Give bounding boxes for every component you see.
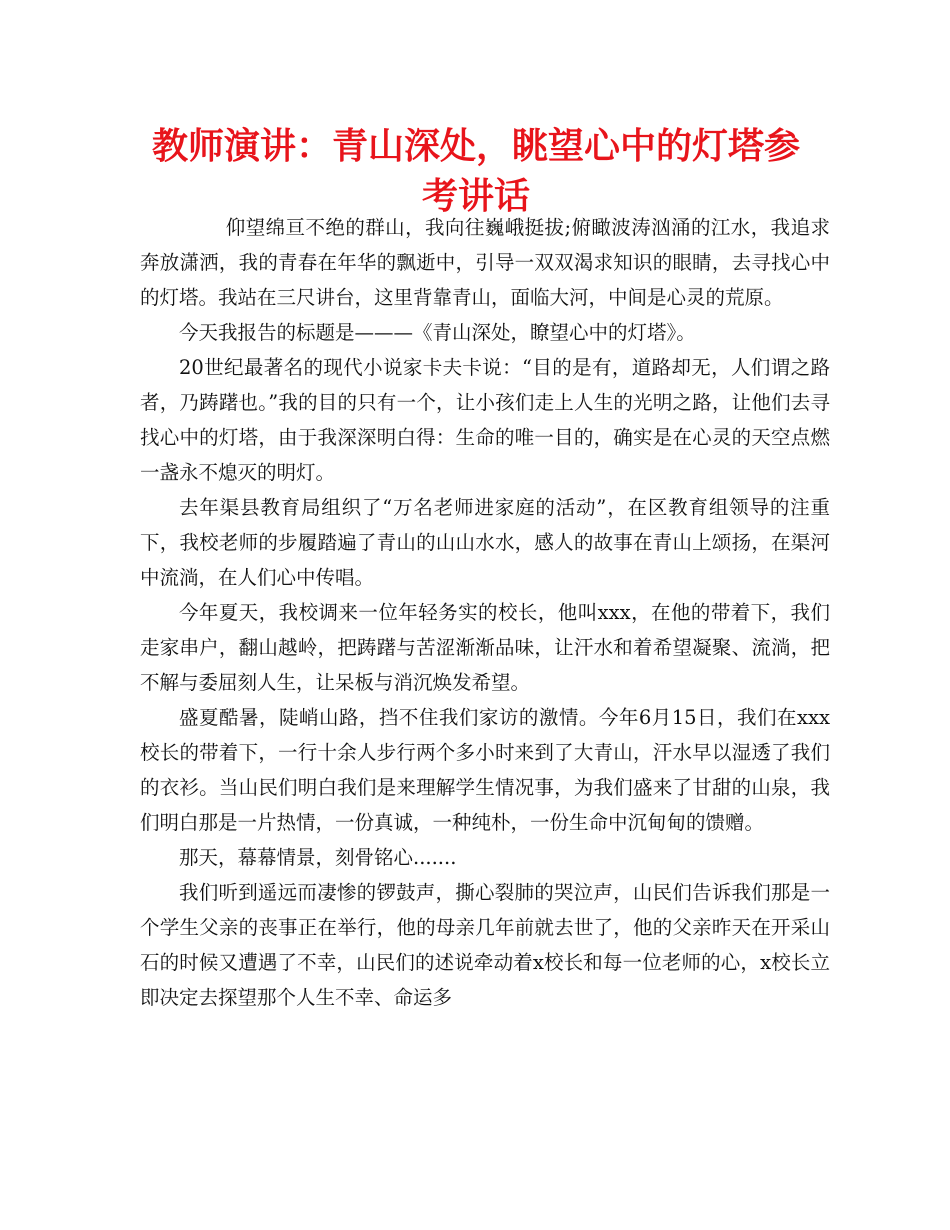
paragraph-3: 20世纪最著名的现代小说家卡夫卡说：“目的是有，道路却无，人们谓之路者，乃踌躇也。”我的目的只有一个，让小孩们走上人生的光明之路，让他们去寻找心中的灯塔，由于我深深明白得：生命的唯一目的，确实是在心灵的天空点燃一盏永不熄灭的明灯。 [140, 356, 830, 484]
paragraph-8: 我们听到遥远而凄惨的锣鼓声，撕心裂肺的哭泣声，山民们告诉我们那是一个学生父亲的丧事正在举行，他的母亲几年前就去世了，他的父亲昨天在开采山石的时候又遭遇了不幸，山民们的述说牵动着x校长和每一位老师的心，x校长立即决定去探望那个人生不幸、命运多 [140, 881, 830, 1009]
paragraph-5: 今年夏天，我校调来一位年轻务实的校长，他叫xxx，在他的带着下，我们走家串户，翻山越岭，把踌躇与苦涩渐渐品味，让汗水和着希望凝聚、流淌，把不解与委屈刻人生，让呆板与消沉焕发希望。 [140, 601, 830, 694]
paragraph-2: 今天我报告的标题是———《青山深处，瞭望心中的灯塔》。 [179, 321, 696, 344]
paragraph-1: 仰望绵亘不绝的群山，我向往巍峨挺拔;俯瞰波涛汹涌的江水，我追求奔放潇洒，我的青春在年华的飘逝中，引导一双双渴求知识的眼睛，去寻找心中的灯塔。我站在三尺讲台，这里背靠青山，面临大河，中间是心灵的荒原。 [140, 216, 830, 309]
document-title: 教师演讲：青山深处，眺望心中的灯塔参考讲话 [151, 126, 800, 217]
document-body [140, 210, 830, 1015]
paragraph-4: 去年渠县教育局组织了“万名老师进家庭的活动”，在区教育组领导的注重下，我校老师的步履踏遍了青山的山山水水，感人的故事在青山上颂扬，在渠河中流淌，在人们心中传唱。 [140, 496, 830, 589]
paragraph-7: 那天，幕幕情景，刻骨铭心....... [179, 846, 457, 869]
paragraph-6: 盛夏酷暑，陡峭山路，挡不住我们家访的激情。今年6月15日，我们在xxx校长的带着下，一行十余人步行两个多小时来到了大青山，汗水早以湿透了我们的衣衫。当山民们明白我们是来理解学生情况事，为我们盛来了甘甜的山泉，我们明白那是一片热情，一份真诚，一种纯朴，一份生命中沉甸甸的馈赠。 [140, 706, 830, 834]
